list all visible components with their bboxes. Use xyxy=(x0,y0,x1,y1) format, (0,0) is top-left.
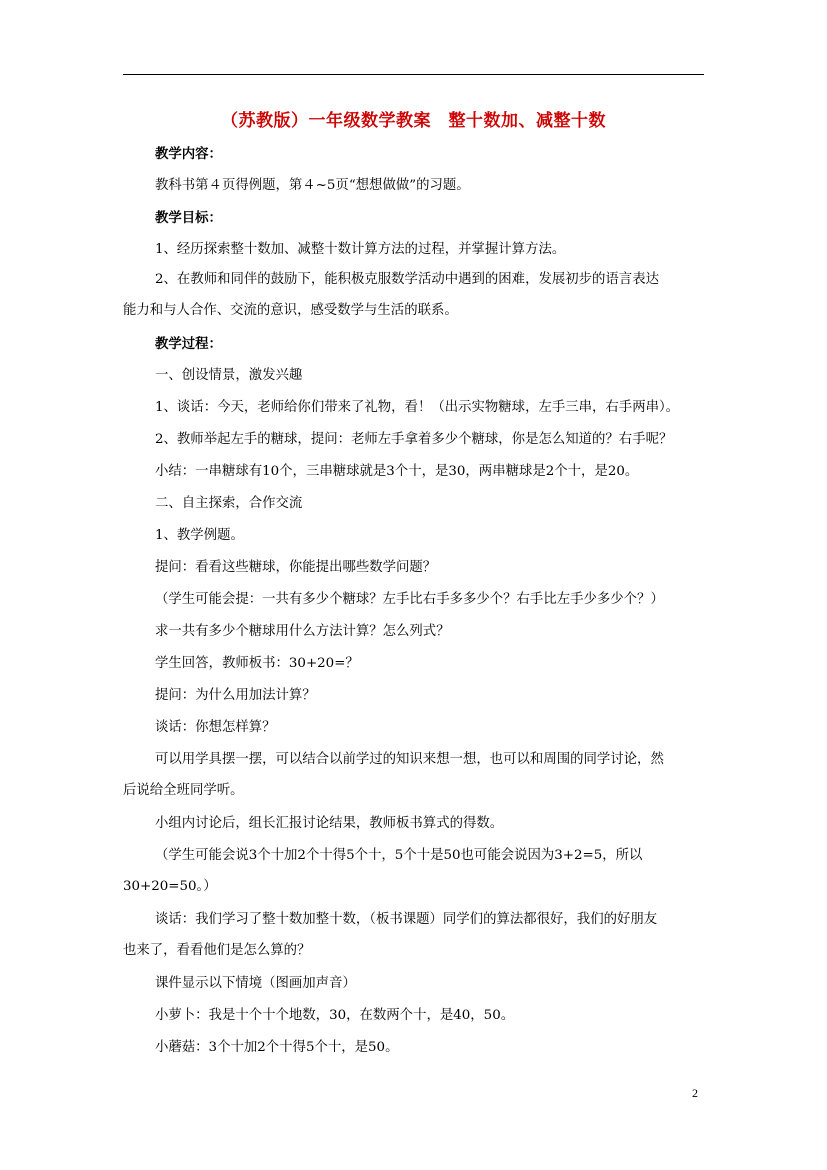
paragraph-line: 谈话：你想怎样算？ xyxy=(155,720,276,735)
paragraph-line: 1、经历探索整十数加、减整十数计算方法的过程，并掌握计算方法。 xyxy=(155,242,566,257)
paragraph-line: 也来了，看看他们是怎么算的？ xyxy=(123,943,311,958)
paragraph-line: 2、教师举起左手的糖球，提问：老师左手拿着多少个糖球，你是怎么知道的？右手呢？ xyxy=(155,432,673,447)
paragraph-line: 小组内讨论后，组长汇报讨论结果，教师板书算式的得数。 xyxy=(155,816,504,831)
paragraph-line: 后说给全班同学听。 xyxy=(123,783,244,798)
paragraph-line: 课件显示以下情境（图画加声音） xyxy=(155,976,356,991)
paragraph-line: 提问：为什么用加法计算？ xyxy=(155,688,316,703)
paragraph-line: （学生可能会说3个十加2个十得5个十，5个十是50也可能会说因为3+2=5，所以 xyxy=(155,848,643,863)
header-rule xyxy=(123,74,704,75)
paragraph-line: 30+20=50。） xyxy=(123,879,217,894)
paragraph-line: 学生回答，教师板书：30+20=？ xyxy=(155,656,359,671)
section-heading: 一、创设情景，激发兴趣 xyxy=(155,368,303,383)
paragraph-line: 1、谈话：今天，老师给你们带来了礼物，看！（出示实物糖球，左手三串，右手两串）。 xyxy=(155,400,680,415)
page-number: 2 xyxy=(692,1086,698,1100)
paragraph-line: 求一共有多少个糖球用什么方法计算？怎么列式？ xyxy=(155,624,450,639)
paragraph-line: 可以用学具摆一摆，可以结合以前学过的知识来想一想，也可以和周围的同学讨论，然 xyxy=(155,752,664,767)
paragraph-line: 1、教学例题。 xyxy=(155,528,244,543)
paragraph-line: 小萝卜：我是十个十个地数，30，在数两个十，是40，50。 xyxy=(155,1008,515,1023)
paragraph-line: （学生可能会提：一共有多少个糖球？左手比右手多多少个？右手比左手少多少个？） xyxy=(155,592,664,607)
document-title: （苏教版）一年级数学教案 整十数加、减整十数 xyxy=(221,111,606,131)
heading-teaching-goals: 教学目标： xyxy=(155,210,222,226)
section-heading: 二、自主探索，合作交流 xyxy=(155,496,303,511)
paragraph-line: 2、在教师和同伴的鼓励下，能积极克服数学活动中遇到的困难，发展初步的语言表达 xyxy=(155,272,659,287)
paragraph-line: 小蘑菇：3个十加2个十得5个十，是50。 xyxy=(155,1040,399,1055)
paragraph-line: 能力和与人合作、交流的意识，感受数学与生活的联系。 xyxy=(123,303,458,318)
heading-teaching-content: 教学内容： xyxy=(155,146,222,162)
paragraph-line: 小结：一串糖球有10个，三串糖球就是3个十，是30，两串糖球是2个十，是20。 xyxy=(155,464,639,479)
paragraph-line: 谈话：我们学习了整十数加整十数，（板书课题）同学们的算法都很好，我们的好朋友 xyxy=(155,912,658,927)
paragraph-line: 教科书第４页得例题，第４~5页“想想做做”的习题。 xyxy=(155,178,470,193)
heading-teaching-process: 教学过程： xyxy=(155,336,222,352)
paragraph-line: 提问：看看这些糖球，你能提出哪些数学问题？ xyxy=(155,560,437,575)
